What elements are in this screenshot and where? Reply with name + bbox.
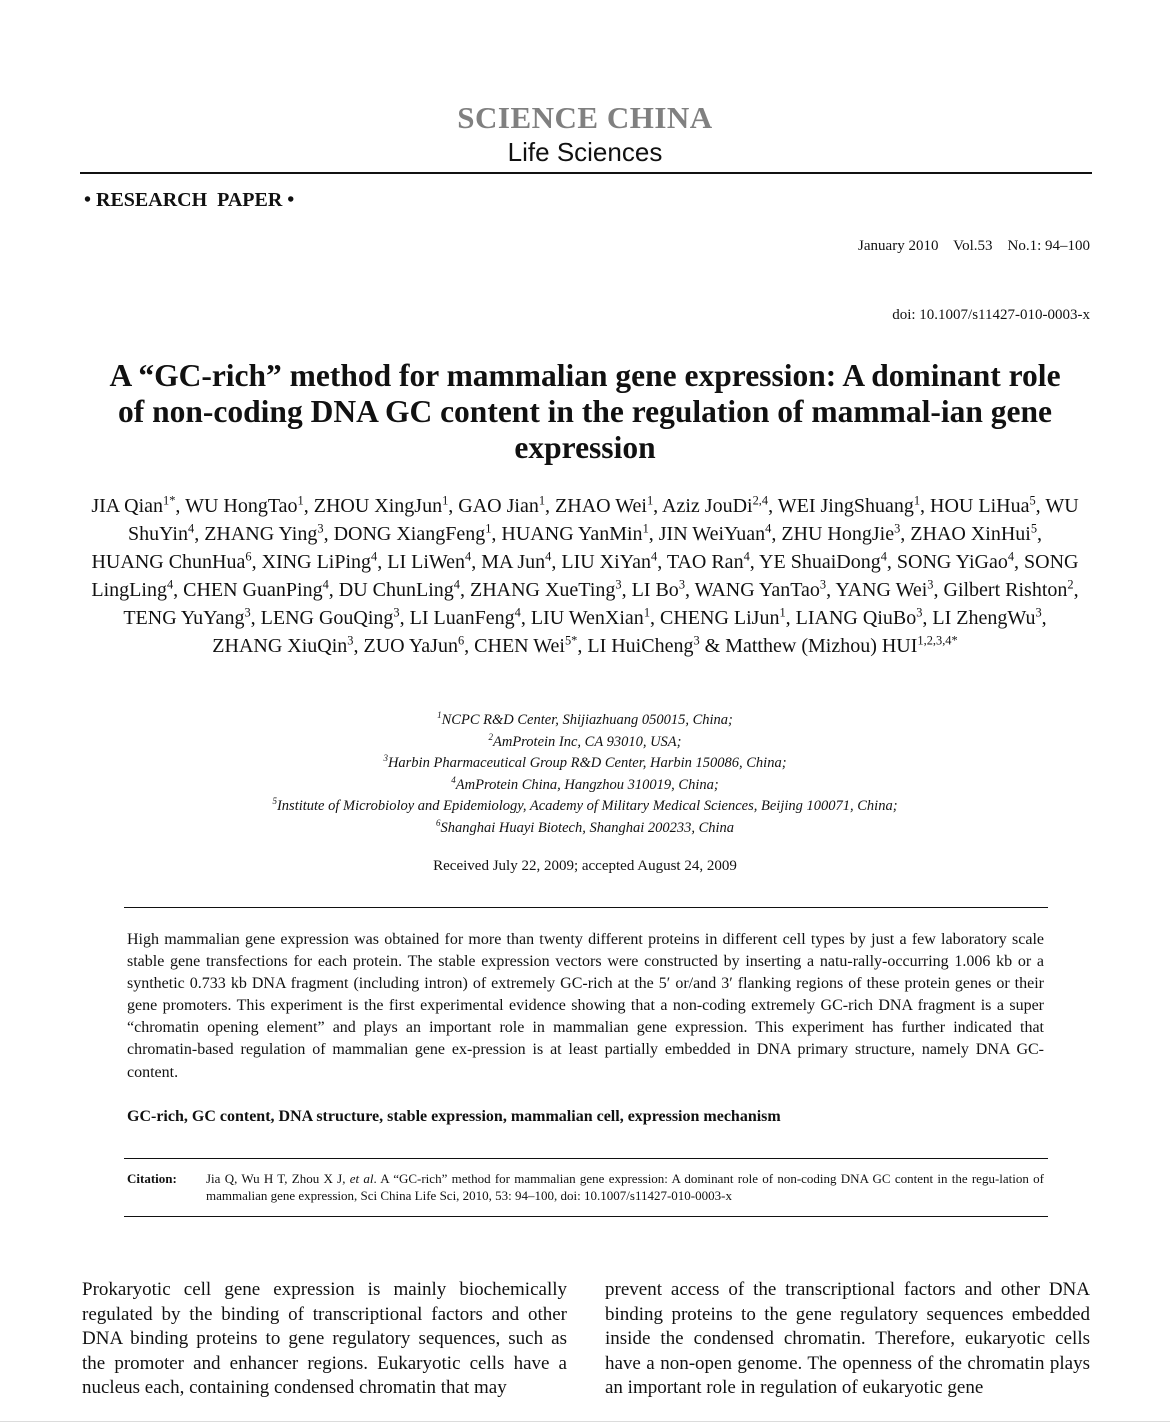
author-affiliation-ref: 5 xyxy=(1029,493,1036,508)
affiliation-text: NCPC R&D Center, Shijiazhuang 050015, China; xyxy=(441,712,733,728)
citation-text xyxy=(206,1170,1044,1204)
author-name: LIANG QiuBo$^3$ xyxy=(795,605,923,629)
author-name: ZHANG Ying$^3$ xyxy=(204,521,324,545)
author-affiliation-ref: 4 xyxy=(188,521,195,536)
author-affiliation-ref: 3 xyxy=(894,521,901,536)
citation-label: Citation: xyxy=(127,1171,177,1186)
affiliation-number: 1 xyxy=(437,710,442,721)
author-name: ZHAO XinHui$^5$ xyxy=(910,521,1038,545)
issue-info xyxy=(858,189,1090,350)
author-affiliation-ref: 1 xyxy=(538,493,546,508)
author-name: LI LiWen$^4$ xyxy=(387,549,472,573)
affiliation-line xyxy=(90,796,1080,818)
author-affiliation-ref: 2 xyxy=(1067,577,1074,592)
author-affiliation-ref: 4 xyxy=(166,577,174,592)
author-affiliation-ref: 1 xyxy=(646,493,654,508)
author-name: LENG GouQing$^3$ xyxy=(260,605,400,629)
author-affiliation-ref: 1 xyxy=(643,605,651,620)
author-name: WEI JingShuang$^1$ xyxy=(777,493,921,517)
paper-type-label: • RESEARCH PAPER • xyxy=(84,189,295,211)
received-dates: Received July 22, 2009; accepted August 24, 2009 xyxy=(433,858,737,874)
citation-top-rule xyxy=(124,1158,1048,1159)
author-affiliation-ref: 4 xyxy=(545,549,552,564)
author-affiliation-ref: 3 xyxy=(1035,605,1042,620)
author-name: ZHANG XueTing$^3$ xyxy=(470,577,622,601)
author-affiliation-ref: 6 xyxy=(245,549,252,564)
affiliation-list xyxy=(90,710,1080,840)
affiliation-text: Institute of Microbioloy and Epidemiology, Academy of Military Medical Sciences, Beijing 100071, China; xyxy=(276,798,898,815)
citation-rest: . A “GC-rich” method for mammalian gene expression: A dominant role of non-coding DNA GC content in the regu-lation of mammalian gene expression, Sci China Life Sci, 2010, 53: 94–100, doi: 10.1007/s11427-010-0003-x xyxy=(206,1171,1044,1203)
author-name: Gilbert Rishton$^2$ xyxy=(943,577,1074,601)
author-affiliation-ref: 3 xyxy=(693,633,700,648)
affiliation-text: Shanghai Huayi Biotech, Shanghai 200233, China xyxy=(440,819,735,836)
author-affiliation-ref: 1 xyxy=(779,605,786,620)
author-affiliation-ref: 3 xyxy=(393,605,400,620)
author-affiliation-ref: 3 xyxy=(916,605,923,620)
affiliation-line xyxy=(90,753,1080,775)
author-name: WU HongTao$^1$ xyxy=(185,493,304,517)
author-affiliation-ref: 4 xyxy=(371,549,378,564)
affiliation-number: 2 xyxy=(488,731,493,742)
body-column-left: Prokaryotic cell gene expression is mainly biochemically regulated by the binding of transcriptional factors and other DNA binding proteins to gene regulatory sequences, such as the promoter and enhancer regions. Eukaryotic cells have a nucleus each, containing condensed chromatin that may xyxy=(82,1279,567,1399)
journal-section: Life Sciences xyxy=(507,137,663,167)
author-name: JIN WeiYuan$^4$ xyxy=(658,521,772,545)
body-column-right: prevent access of the transcriptional factors and other DNA binding proteins to the gene regulatory sequences embedded inside the condensed chromatin. Therefore, eukaryotic cells have a non-open genome. The openness of the chromatin plays an important role in regulation of eukaryotic gene xyxy=(605,1279,1090,1399)
affiliation-number: 6 xyxy=(435,818,441,829)
author-name: ZHU HongJie$^3$ xyxy=(781,521,901,545)
author-name: Matthew (Mizhou) $HUI^{1,2,3,4*}$ xyxy=(725,633,958,657)
author-name: ZHANG XiuQin$^3$ xyxy=(212,633,354,657)
author-name: LI ZhengWu$^3$ xyxy=(932,605,1042,629)
author-name: DONG XiangFeng$^1$ xyxy=(333,521,492,545)
author-affiliation-ref: 4 xyxy=(880,549,887,564)
header-rule xyxy=(80,172,1092,174)
author-affiliation-ref: 5 xyxy=(1030,521,1038,536)
author-name: ZUO YaJun$^6$ xyxy=(363,633,465,657)
author-affiliation-ref: 1 xyxy=(297,493,304,508)
affiliation-line xyxy=(90,818,1080,840)
affiliation-text: AmProtein China, Hangzhou 310019, China; xyxy=(455,776,719,793)
author-affiliation-ref: 3 xyxy=(317,521,324,536)
author-name: HOU LiHua$^5$ xyxy=(930,493,1036,517)
author-affiliation-ref: 3 xyxy=(615,577,622,592)
author-name: LIU WenXian$^1$ xyxy=(530,605,651,629)
author-affiliation-ref: 1 xyxy=(485,521,492,536)
author-name: HUANG YanMin$^1$ xyxy=(501,521,649,545)
author-affiliation-ref: 4 xyxy=(1007,549,1015,564)
author-name: LI HuiCheng$^3$ xyxy=(587,633,700,657)
affiliation-number: 5 xyxy=(272,796,277,807)
author-name: CHEN Wei$^{5*}$ xyxy=(474,633,578,657)
author-name: JIA Qian$^{1*}$ xyxy=(91,493,176,517)
author-affiliation-ref: 4 xyxy=(453,577,460,592)
author-name: SONG YiGao$^4$ xyxy=(896,549,1015,573)
author-affiliation-ref: 3 xyxy=(678,577,686,592)
citation-authors: Jia Q, Wu H T, Zhou X J, xyxy=(206,1171,350,1186)
keywords: GC-rich, GC content, DNA structure, stable expression, mammalian cell, expression mechanism xyxy=(127,1108,781,1125)
affiliation-number: 4 xyxy=(451,774,456,785)
author-name: YE ShuaiDong$^4$ xyxy=(759,549,887,573)
author-name: DU ChunLing$^4$ xyxy=(338,577,460,601)
author-name: SONG LingLing$^4$ xyxy=(91,551,1079,601)
abstract-top-rule xyxy=(124,907,1048,908)
issue-line: January 2010 Vol.53 No.1: 94–100 xyxy=(858,238,1090,254)
author-list: JIA Qian$^{1*}$, WU HongTao$^1$, ZHOU XingJun$^1$, GAO Jian$^1$, ZHAO Wei$^1$, Aziz JouDi$^{2,4}$, WEI JingShuang$^1$, HOU LiHua$^5$, WU ShuYin$^4$, ZHANG Ying$^3$, DONG XiangFeng$^1$, HUANG YanMin$^1$, JIN WeiYuan$^4$, ZHU HongJie$^3$, ZHAO XinHui$^5$, HUANG ChunHua$^6$, XING LiPing$^4$, LI LiWen$^4$, MA Jun$^4$, LIU XiYan$^4$, TAO Ran$^4$, YE ShuaiDong$^4$, SONG YiGao$^4$, SONG LingLing$^4$, CHEN GuanPing$^4$, DU ChunLing$^4$, ZHANG XueTing$^3$, LI Bo$^3$, WANG YanTao$^3$, YANG Wei$^3$, Gilbert Rishton$^2$, TENG YuYang$^3$, LENG GouQing$^3$, LI LuanFeng$^4$, LIU WenXian$^1$, CHENG LiJun$^1$, LIANG QiuBo$^3$, LI ZhengWu$^3$, ZHANG XiuQin$^3$, ZUO YaJun$^6$, CHEN Wei$^{5*}$, LI HuiCheng$^3$ & Matthew (Mizhou) $HUI^{1,2,3,4*}$ xyxy=(91,493,1079,657)
author-affiliation-ref: 1 xyxy=(442,493,449,508)
author-affiliation-ref: 3 xyxy=(927,577,934,592)
author-name: LI Bo$^3$ xyxy=(631,577,686,601)
author-name: TAO Ran$^4$ xyxy=(666,549,750,573)
affiliation-line xyxy=(90,710,1080,732)
author-affiliation-ref: 1 xyxy=(913,493,921,508)
author-affiliation-ref: 3 xyxy=(244,605,251,620)
author-name: XING LiPing$^4$ xyxy=(261,549,378,573)
author-name: TENG YuYang$^3$ xyxy=(123,605,251,629)
author-name: YANG Wei$^3$ xyxy=(835,577,934,601)
affiliation-text: Harbin Pharmaceutical Group R&D Center, Harbin 150086, China; xyxy=(387,755,787,772)
author-name: ZHAO Wei$^1$ xyxy=(555,493,654,517)
author-affiliation-ref: 2,4 xyxy=(752,493,769,508)
author-affiliation-ref: 4 xyxy=(514,605,521,620)
author-name: CHEN GuanPing$^4$ xyxy=(183,577,329,601)
citation-etal: et al xyxy=(349,1171,374,1186)
author-name: CHENG LiJun$^1$ xyxy=(660,605,786,629)
author-name: WANG YanTao$^3$ xyxy=(694,577,827,601)
affiliation-line xyxy=(90,775,1080,797)
author-affiliation-ref: 4 xyxy=(743,549,750,564)
author-affiliation-ref: 4 xyxy=(765,521,772,536)
author-affiliation-ref: 4 xyxy=(465,549,472,564)
author-affiliation-ref: 1,2,3,4* xyxy=(917,633,958,648)
author-name: ZHOU XingJun$^1$ xyxy=(313,493,449,517)
citation-bottom-rule xyxy=(124,1216,1048,1217)
affiliation-line xyxy=(90,732,1080,754)
author-affiliation-ref: 6 xyxy=(457,633,465,648)
affiliation-text: AmProtein Inc, CA 93010, USA; xyxy=(493,733,682,750)
journal-title: SCIENCE CHINA xyxy=(457,100,713,135)
author-name: Aziz JouDi$^{2,4}$ xyxy=(662,493,769,517)
author-affiliation-ref: 4 xyxy=(322,577,329,592)
author-name: WU ShuYin$^4$ xyxy=(127,495,1079,545)
affiliation-number: 3 xyxy=(383,753,388,764)
author-affiliation-ref: 3 xyxy=(819,577,827,592)
author-name: GAO Jian$^1$ xyxy=(458,493,546,517)
author-affiliation-ref: 4 xyxy=(651,549,658,564)
author-name: LI LuanFeng$^4$ xyxy=(409,605,521,629)
paper-title: A “GC-rich” method for mammalian gene expression: A dominant role of non-coding DNA GC content in the regulation of mammal-ian gene expression xyxy=(109,358,1061,465)
author-affiliation-ref: 3 xyxy=(347,633,354,648)
doi-line[interactable]: doi: 10.1007/s11427-010-0003-x xyxy=(892,307,1090,323)
author-name: HUANG ChunHua$^6$ xyxy=(91,549,252,573)
author-affiliation-ref: 1 xyxy=(642,521,649,536)
author-name: LIU XiYan$^4$ xyxy=(561,549,658,573)
author-affiliation-ref: 5* xyxy=(564,633,578,648)
author-name: MA Jun$^4$ xyxy=(481,549,552,573)
author-affiliation-ref: 1* xyxy=(163,493,176,508)
page-bottom-edge xyxy=(0,1421,1170,1422)
abstract-text: High mammalian gene expression was obtained for more than twenty different proteins in different cell types by just a few laboratory scale stable gene transfections for each protein. The stable expression vectors were constructed by inserting a natu-rally-occurring 1.006 kb or a synthetic 0.733 kb DNA fragment (including intron) of extremely GC-rich at the 5′ or/and 3′ flanking regions of these protein genes or their gene promoters. This experiment is the first experimental evidence showing that a non-coding extremely GC-rich DNA fragment is a super “chromatin opening element” and plays an important role in mammalian gene expression. This experiment has further indicated that chromatin-based regulation of mammalian gene ex-pression is at least partially embedded in DNA primary structure, namely DNA GC-content. xyxy=(127,931,1044,1081)
